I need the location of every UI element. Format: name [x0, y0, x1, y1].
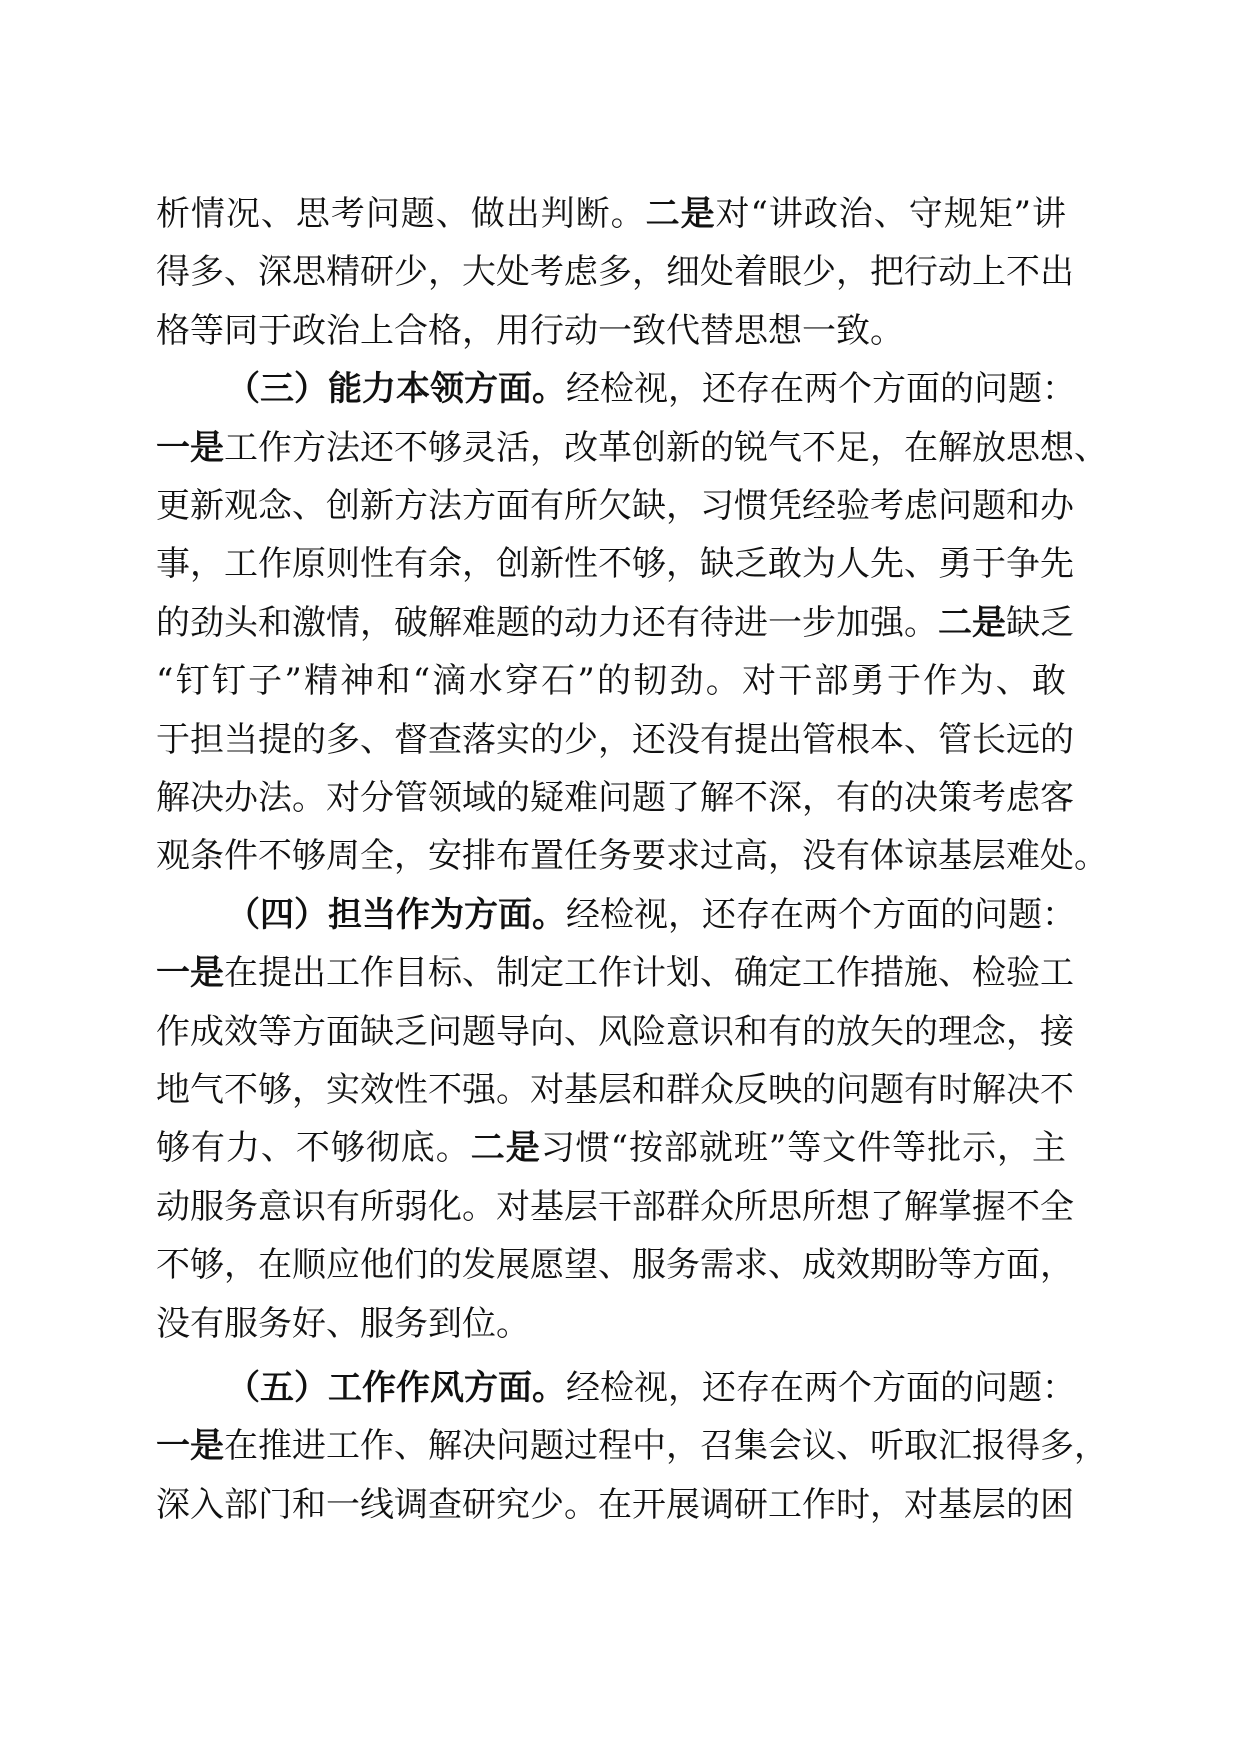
text-line — [156, 711, 1074, 769]
text-line — [156, 652, 1066, 710]
text-line — [156, 1476, 1074, 1534]
bold-text: （五）工作作风方面。 — [226, 1368, 566, 1408]
body-text: “钉钉子”精神和“滴水穿石”的韧劲。对干部勇于作为、敢 — [156, 661, 1066, 702]
section-heading-line — [156, 1359, 1076, 1417]
body-text: 不够，在顺应他们的发展愿望、服务需求、成效期盼等方面， — [156, 1245, 1074, 1286]
body-text: 够有力、不够彻底。 — [156, 1128, 471, 1169]
text-line — [156, 1417, 1108, 1475]
body-text: 习惯“按部就班”等文件等批示，主 — [540, 1128, 1067, 1169]
text-line — [156, 1061, 1074, 1119]
body-text: 动服务意识有所弱化。对基层干部群众所思所想了解掌握不全 — [156, 1186, 1074, 1227]
text-line — [156, 944, 1074, 1002]
text-line — [156, 1119, 1066, 1177]
body-text: 析情况、思考问题、做出判断。 — [156, 194, 646, 234]
text-line — [156, 827, 1108, 885]
body-text: 在提出工作目标、制定工作计划、确定工作措施、检验工 — [224, 953, 1074, 994]
body-text: 没有服务好、服务到位。 — [156, 1303, 530, 1344]
body-text: 在推进工作、解决问题过程中，召集会议、听取汇报得多， — [224, 1426, 1108, 1467]
body-text: 得多、深思精研少，大处考虑多，细处着眼少，把行动上不出 — [156, 252, 1074, 293]
bold-text: 二是 — [645, 194, 716, 234]
body-text: 经检视，还存在两个方面的问题： — [566, 894, 1076, 935]
bold-text: （三）能力本领方面。 — [226, 369, 566, 410]
section-heading-line — [156, 886, 1076, 944]
body-text: 解决办法。对分管领域的疑难问题了解不深，有的决策考虑客 — [156, 778, 1074, 818]
body-text: 经检视，还存在两个方面的问题： — [566, 1368, 1076, 1408]
text-line — [156, 419, 1108, 477]
text-line — [156, 477, 1074, 535]
text-line — [156, 1236, 1074, 1294]
bold-text: （四）担当作为方面。 — [226, 894, 566, 935]
body-text: 缺乏 — [1006, 602, 1074, 643]
body-text: 事，工作原则性有余，创新性不够，缺乏敢为人先、勇于争先 — [156, 544, 1074, 585]
body-text: 的劲头和激情，破解难题的动力还有待进一步加强。 — [156, 602, 938, 643]
text-line — [156, 1003, 1074, 1061]
text-line — [156, 1295, 1066, 1353]
text-line — [156, 302, 1066, 360]
text-line — [156, 769, 1074, 827]
body-text: 对“讲政治、守规矩”讲 — [715, 194, 1067, 234]
bold-text: 二是 — [938, 602, 1006, 643]
body-text: 作成效等方面缺乏问题导向、风险意识和有的放矢的理念，接 — [156, 1011, 1074, 1052]
bold-text: 一是 — [156, 1426, 224, 1467]
body-text: 工作方法还不够灵活，改革创新的锐气不足，在解放思想、 — [224, 427, 1108, 468]
body-text: 深入部门和一线调查研究少。在开展调研工作时，对基层的困 — [156, 1484, 1074, 1525]
text-line — [156, 185, 1066, 243]
body-text: 格等同于政治上合格，用行动一致代替思想一致。 — [156, 310, 904, 351]
text-line — [156, 535, 1074, 593]
body-text: 经检视，还存在两个方面的问题： — [566, 369, 1076, 410]
text-line — [156, 1178, 1074, 1236]
section-heading-line — [156, 360, 1076, 418]
body-text: 地气不够，实效性不强。对基层和群众反映的问题有时解决不 — [156, 1070, 1074, 1110]
bold-text: 二是 — [470, 1128, 541, 1169]
text-line — [156, 594, 1074, 652]
bold-text: 一是 — [156, 953, 224, 994]
body-text: 观条件不够周全，安排布置任务要求过高，没有体谅基层难处。 — [156, 836, 1108, 877]
bold-text: 一是 — [156, 427, 224, 468]
body-text: 更新观念、创新方法方面有所欠缺，习惯凭经验考虑问题和办 — [156, 486, 1074, 526]
text-line — [156, 243, 1074, 301]
body-text: 于担当提的多、督查落实的少，还没有提出管根本、管长远的 — [156, 719, 1074, 760]
